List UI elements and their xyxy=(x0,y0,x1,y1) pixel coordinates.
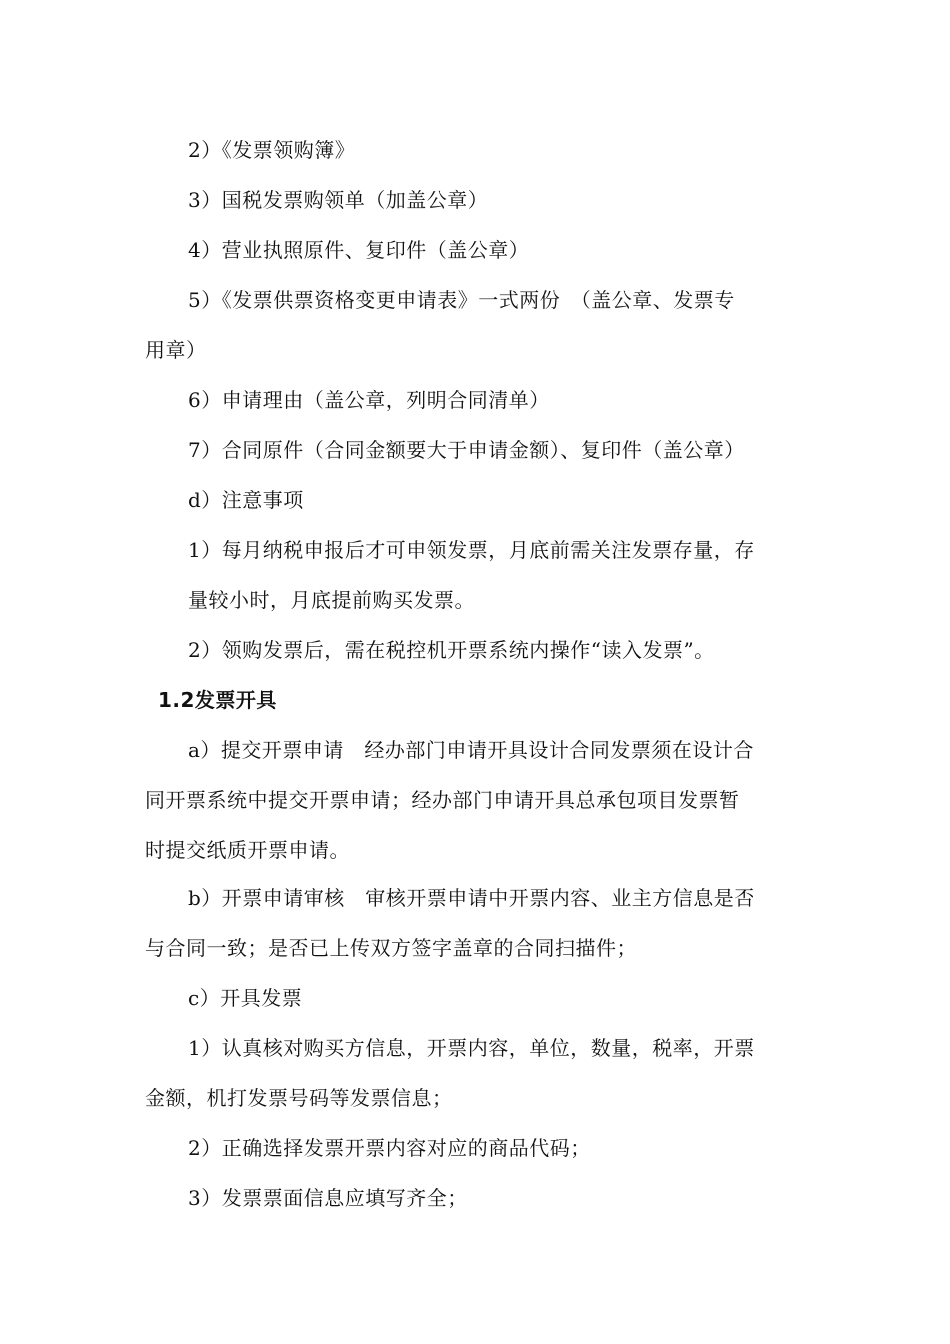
paragraph-line: 与合同一致；是否已上传双方签字盖章的合同扫描件； xyxy=(145,936,637,960)
list-item-continuation: 金额，机打发票号码等发票信息； xyxy=(145,1086,453,1110)
subsection-title: c）开具发票 xyxy=(188,986,303,1010)
list-item: 1）认真核对购买方信息，开票内容，单位，数量，税率，开票 xyxy=(188,1036,755,1060)
paragraph-line: b）开票申请审核 审核开票申请中开票内容、业主方信息是否 xyxy=(188,886,755,910)
list-item: 2）领购发票后，需在税控机开票系统内操作“读入发票”。 xyxy=(188,638,715,662)
list-item: 3）发票票面信息应填写齐全； xyxy=(188,1186,468,1210)
list-item: 1）每月纳税申报后才可申领发票，月底前需关注发票存量，存 xyxy=(188,538,755,562)
subsection-title: d）注意事项 xyxy=(188,488,304,512)
list-item: 3）国税发票购领单（加盖公章） xyxy=(188,188,489,212)
paragraph-line: a）提交开票申请 经办部门申请开具设计合同发票须在设计合 xyxy=(188,738,754,762)
list-item: 7）合同原件（合同金额要大于申请金额）、复印件（盖公章） xyxy=(188,438,745,462)
paragraph-line: 时提交纸质开票申请。 xyxy=(145,838,350,862)
section-heading: 1.2发票开具 xyxy=(158,688,277,712)
list-item: 6）申请理由（盖公章，列明合同清单） xyxy=(188,388,550,412)
list-item: 5）《发票供票资格变更申请表》一式两份 （盖公章、发票专 xyxy=(188,288,735,312)
paragraph-line: 同开票系统中提交开票申请；经办部门申请开具总承包项目发票暂 xyxy=(145,788,740,812)
list-item: 2）《发票领购簿》 xyxy=(188,138,356,162)
list-item-continuation: 用章） xyxy=(145,338,207,362)
list-item: 2）正确选择发票开票内容对应的商品代码； xyxy=(188,1136,591,1160)
list-item: 4）营业执照原件、复印件（盖公章） xyxy=(188,238,530,262)
list-item-continuation: 量较小时，月底提前购买发票。 xyxy=(188,588,475,612)
